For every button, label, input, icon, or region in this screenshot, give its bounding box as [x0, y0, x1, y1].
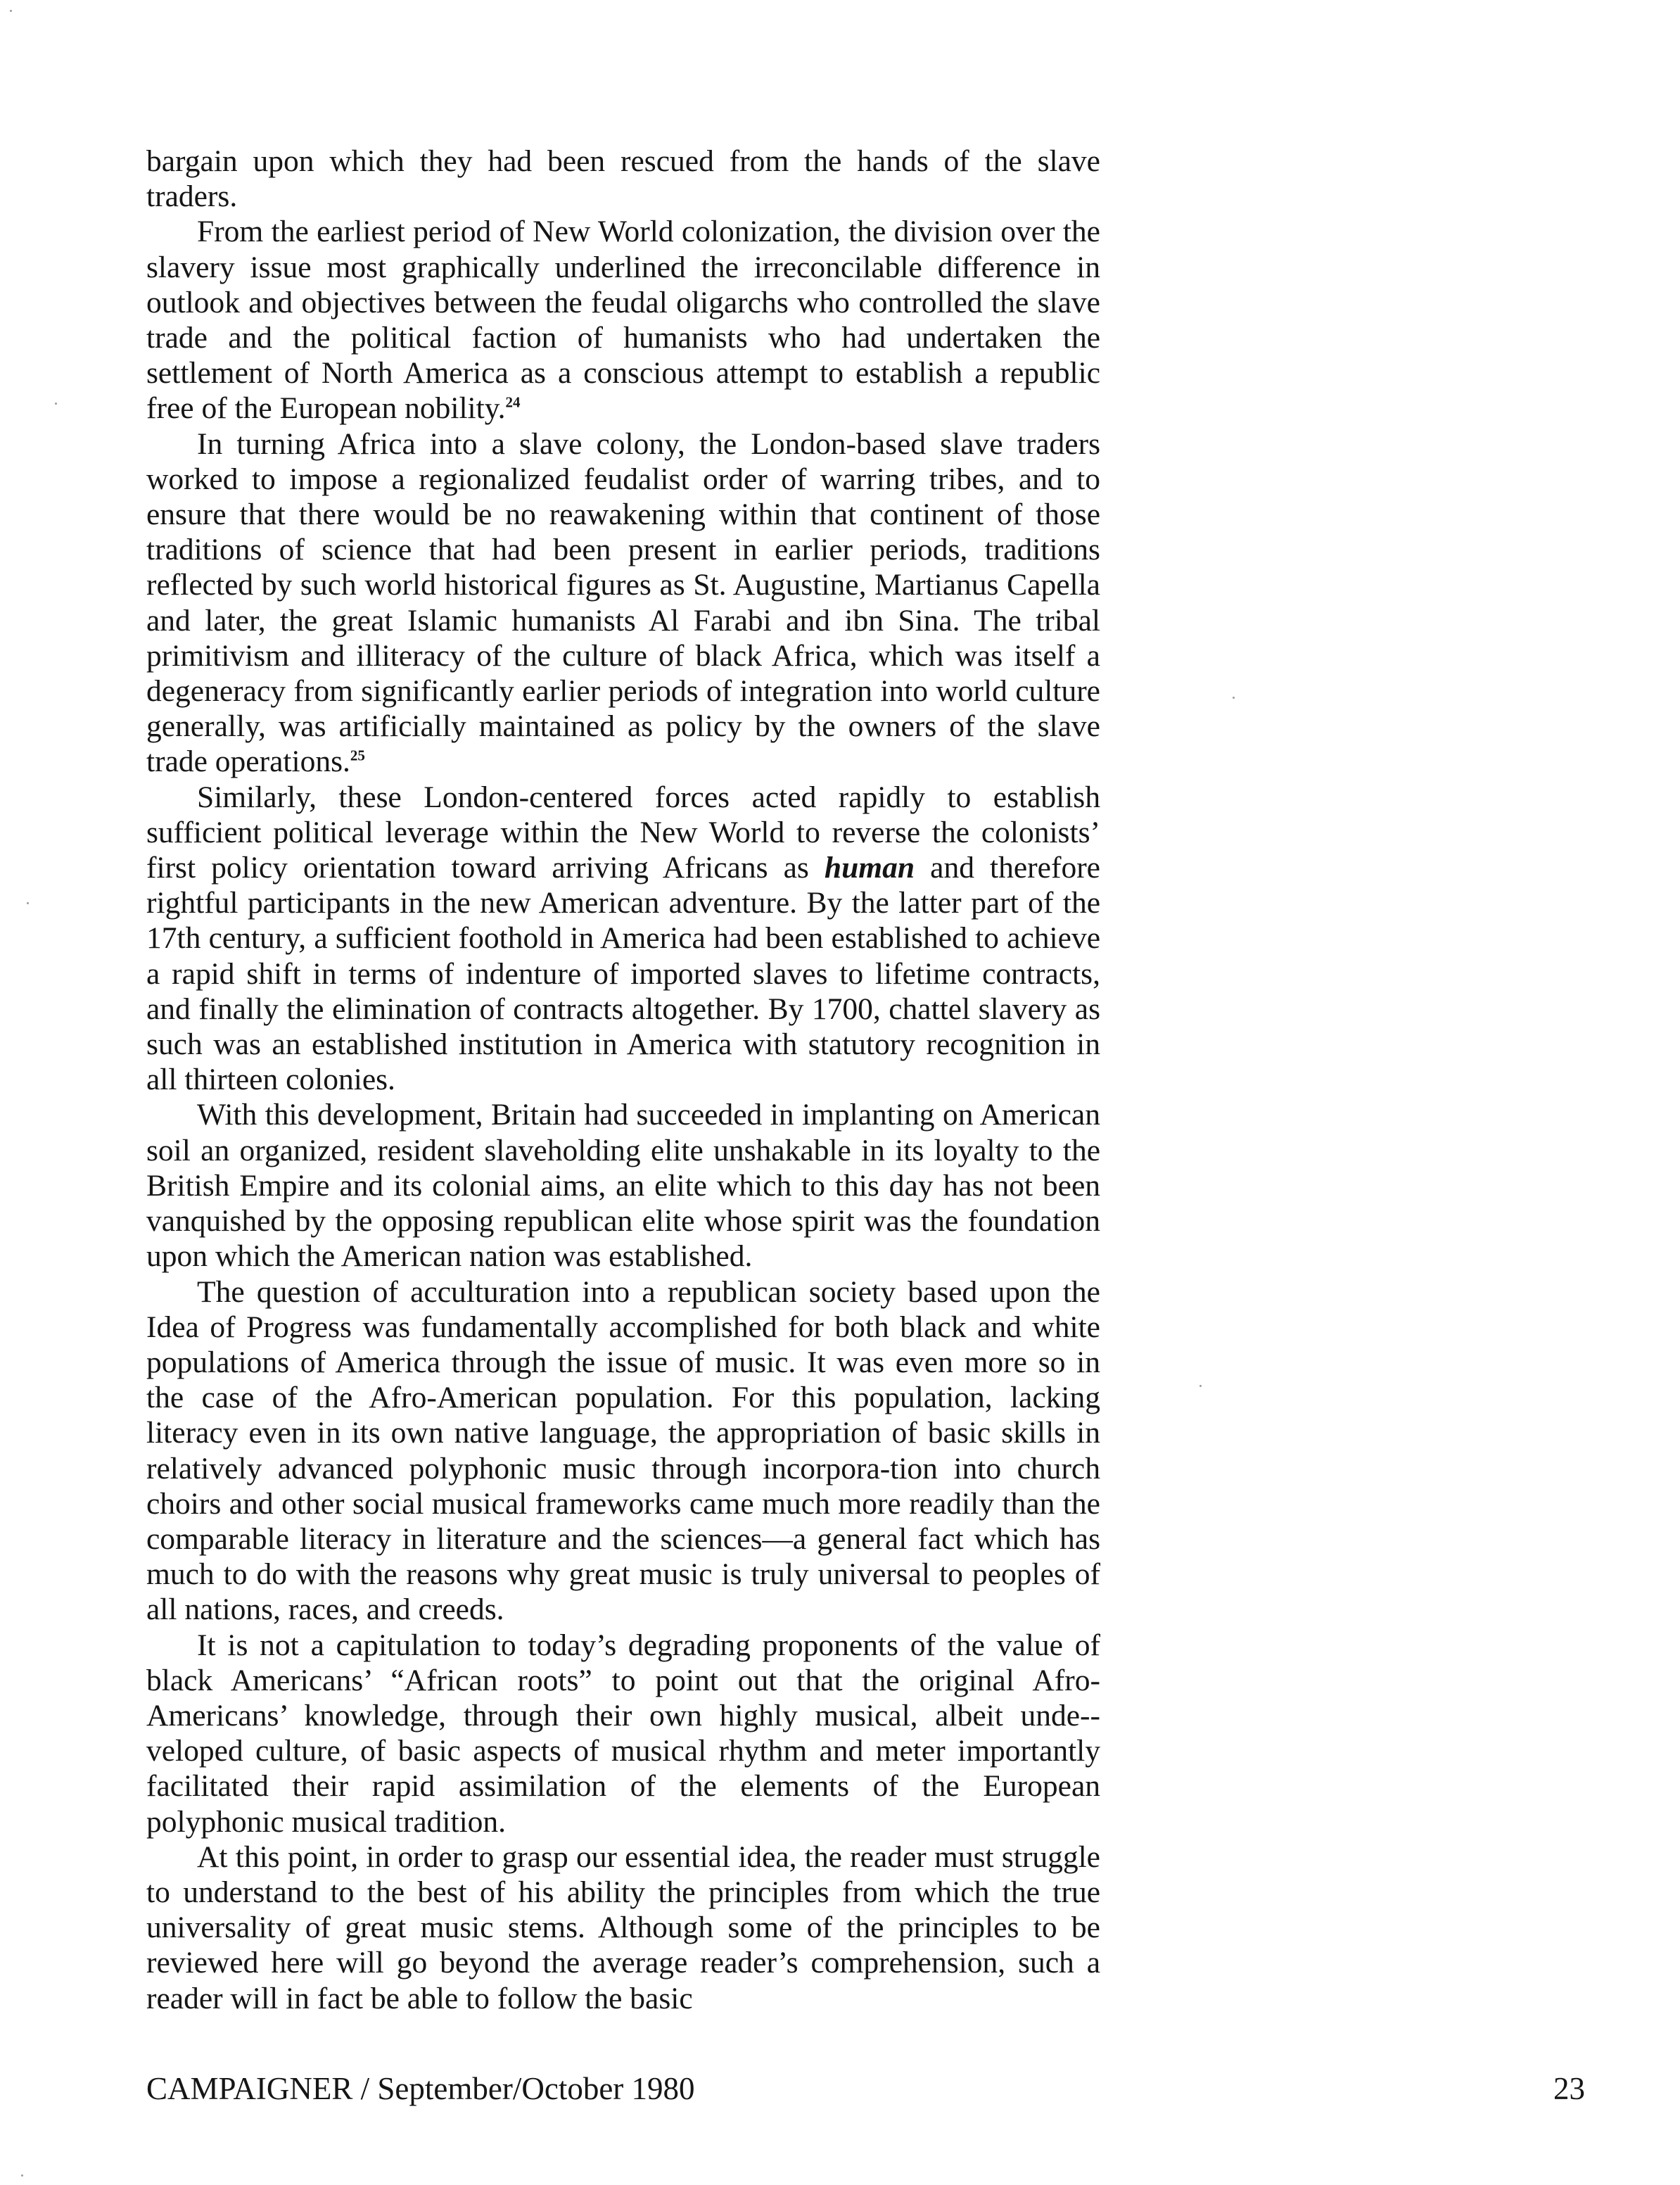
- page-number: 23: [1553, 2071, 1585, 2106]
- footer-journal-title: CAMPAIGNER / September/October 1980: [146, 2071, 695, 2106]
- body-paragraph: [146, 144, 1100, 214]
- scan-speck: [27, 902, 29, 904]
- scan-speck: [10, 10, 12, 12]
- paragraph-text: In turning Africa into a slave colony, the London-based slave traders worked to impose a regionalized feudalist order of warring tribes, and to ensure that there would be no reawakening within that continent of those traditions of science that had been present in earlier periods, traditions reflected by such world historical figures as St. Augustine, Martianus Capella and later, the great Islamic humanists Al Farabi and ibn Sina. The tribal primitivism and illiteracy of the culture of black Africa, which was itself a degeneracy from significantly earlier periods of integration into world culture generally, was artificially maintained as policy by the owners of the slave trade operations.: [146, 426, 1100, 779]
- paragraph-text: With this development, Britain had succeeded in implanting on American soil an organized, resident slaveholding elite unshakable in its loyalty to the British Empire and its colonial aims, an elite which to this day has not been vanquished by the opposing republican elite whose spirit was the foundation upon which the American nation was established.: [146, 1098, 1100, 1274]
- scan-speck: [1199, 1385, 1202, 1387]
- footnote-reference: 25: [350, 747, 365, 764]
- body-paragraph: [146, 1628, 1100, 1839]
- paragraph-text: bargain upon which they had been rescued from the hands of the slave traders.: [146, 144, 1100, 214]
- paragraph-text: Similarly, these London-centered forces acted rapidly to establish sufficient political leverage within the New World to reverse the colonists’ first policy orientation toward arriving Africans as: [146, 780, 1100, 885]
- emphasis-text: human: [824, 851, 915, 885]
- body-paragraph: [146, 1839, 1100, 2016]
- article-body: [146, 144, 1100, 2016]
- paragraph-text: The question of acculturation into a republican society based upon the Idea of Progress was fundamentally accomplished for both black and white populations of America through the issue of music. It was even more so in the case of the Afro-American population. For this population, lacking literacy even in its own native language, the appropriation of basic skills in relatively advanced polyphonic music through incorpora-tion into church choirs and other social musical frameworks came much more readily than the comparable literacy in literature and the sciences—a general fact which has much to do with the reasons why great music is truly universal to peoples of all nations, races, and creeds.: [146, 1274, 1100, 1627]
- body-paragraph: [146, 214, 1100, 426]
- paragraph-text: and therefore rightful participants in the new American adventure. By the latter part of the 17th century, a sufficient foothold in America had been established to achieve a rapid shift in terms of indenture of imported slaves to lifetime contracts, and finally the elimination of contracts altogether. By 1700, chattel slavery as such was an established institution in America with statutory recognition in all thirteen colonies.: [146, 851, 1100, 1097]
- scan-speck: [1233, 697, 1235, 699]
- body-paragraph: [146, 426, 1100, 780]
- paragraph-text: It is not a capitulation to today’s degrading proponents of the value of black Americans’ “African roots” to point out that the original Afro-Americans’ knowledge, through their own highly musical, albeit unde-veloped culture, of basic aspects of musical rhythm and meter importantly facilitated their rapid assimilation of the elements of the European polyphonic musical tradition.: [146, 1628, 1100, 1839]
- body-paragraph: [146, 1274, 1100, 1628]
- scan-speck: [55, 403, 57, 405]
- body-paragraph: [146, 780, 1100, 1098]
- scan-speck: [21, 2174, 23, 2177]
- body-paragraph: [146, 1097, 1100, 1274]
- footnote-reference: 24: [505, 393, 521, 411]
- paragraph-text: At this point, in order to grasp our essential idea, the reader must struggle to understand to the best of his ability the principles from which the true universality of great music stems. Although some of the principles to be reviewed here will go beyond the average reader’s comprehension, such a reader will in fact be able to follow the basic: [146, 1839, 1100, 2015]
- paragraph-text: From the earliest period of New World colonization, the division over the slavery issue most graphically underlined the irreconcilable difference in outlook and objectives between the feudal oligarchs who controlled the slave trade and the political faction of humanists who had undertaken the settlement of North America as a conscious attempt to establish a republic free of the European nobility.: [146, 215, 1100, 426]
